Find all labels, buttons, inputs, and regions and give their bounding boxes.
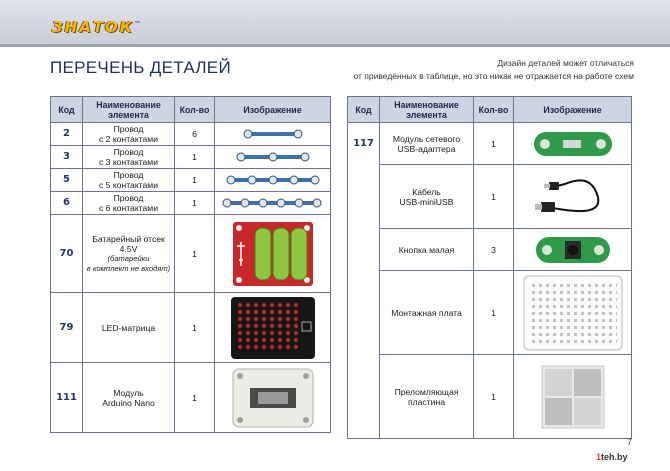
- row-image: [514, 355, 632, 439]
- row-qty: 1: [175, 169, 215, 192]
- watermark: [596, 452, 628, 462]
- row-image: [215, 192, 331, 215]
- row-name: Провод с 6 контактами: [83, 192, 175, 215]
- usb-cable-image: [535, 172, 611, 222]
- led-matrix-image: [230, 296, 316, 360]
- table-row: [51, 215, 331, 293]
- page-number: 7: [627, 437, 633, 447]
- header-qty: Кол-во: [175, 97, 215, 123]
- usb-adapter-module-image: [533, 131, 613, 157]
- watermark-text: teh.by: [601, 452, 628, 462]
- row-name: Монтажная плата: [380, 271, 474, 355]
- wire-3-image: [233, 152, 313, 162]
- row-name: Модуль сетевого USB-адаптера: [380, 123, 474, 165]
- row-qty: 6: [175, 123, 215, 146]
- header-qty: Кол-во: [474, 97, 514, 123]
- row-name: Провод с 2 контактами: [83, 123, 175, 146]
- battery-holder-image: [231, 220, 315, 288]
- table-row: [51, 123, 331, 146]
- table-row: [348, 355, 632, 439]
- parts-table-right: [347, 96, 632, 439]
- row-qty: 1: [474, 355, 514, 439]
- row-image: [215, 293, 331, 363]
- row-qty: 3: [474, 229, 514, 271]
- row-name: Батарейный отсек 4.5V (батарейки в комплект не входят): [83, 215, 175, 293]
- header-code: Код: [51, 97, 83, 123]
- row-name: Провод с 3 контактами: [83, 146, 175, 169]
- row-qty: 1: [175, 192, 215, 215]
- row-image: [514, 165, 632, 229]
- wire-6-image: [220, 198, 326, 208]
- row-code: 6: [51, 192, 83, 215]
- table-row: [51, 169, 331, 192]
- row-qty: 1: [474, 165, 514, 229]
- row-code: 70: [51, 215, 83, 293]
- row-image: [215, 363, 331, 433]
- row-image: [514, 271, 632, 355]
- row-name: Провод с 5 контактами: [83, 169, 175, 192]
- watermark-prefix: 1: [596, 452, 602, 462]
- row-image: [514, 123, 632, 165]
- row-code: 5: [51, 169, 83, 192]
- header-name: Наименование элемента: [83, 97, 175, 123]
- note-line-2: от приведённых в таблице, но это никак не отражается на работе схем: [353, 71, 634, 81]
- row-name: LED-матрица: [83, 293, 175, 363]
- arduino-nano-module-image: [232, 368, 314, 428]
- row-name: Преломляющая пластина: [380, 355, 474, 439]
- parts-table-left: [50, 96, 331, 433]
- table-row: [51, 363, 331, 433]
- table-row: [348, 165, 632, 229]
- table-row: [51, 293, 331, 363]
- row-qty: 1: [175, 146, 215, 169]
- table-row: [348, 271, 632, 355]
- table-header-row: [348, 97, 632, 123]
- logo-text: ЗНАТОК: [52, 18, 135, 36]
- row-qty: 1: [175, 293, 215, 363]
- table-row: [348, 123, 632, 165]
- refracting-plate-image: [541, 365, 605, 429]
- small-button-image: [535, 235, 611, 265]
- brand-logo: [52, 18, 141, 36]
- row-qty: 1: [474, 123, 514, 165]
- note-line-1: Дизайн деталей может отличаться: [497, 58, 634, 68]
- row-image: [215, 146, 331, 169]
- table-row: [348, 229, 632, 271]
- table-row: [51, 192, 331, 215]
- header-code: Код: [348, 97, 380, 123]
- header-image: Изображение: [215, 97, 331, 123]
- row-qty: 1: [175, 363, 215, 433]
- row-code: 111: [51, 363, 83, 433]
- header-image: Изображение: [514, 97, 632, 123]
- row-code: 117: [348, 123, 380, 439]
- design-note: [354, 57, 634, 83]
- row-image: [215, 169, 331, 192]
- row-name: Кнопка малая: [380, 229, 474, 271]
- row-image: [215, 123, 331, 146]
- row-name: Модуль Arduino Nano: [83, 363, 175, 433]
- row-qty: 1: [175, 215, 215, 293]
- table-header-row: [51, 97, 331, 123]
- row-image: [514, 229, 632, 271]
- row-image: [215, 215, 331, 293]
- header-name: Наименование элемента: [380, 97, 474, 123]
- logo-tm: ™: [134, 20, 142, 28]
- row-code: 3: [51, 146, 83, 169]
- header-stripe: [0, 44, 670, 47]
- row-code: 79: [51, 293, 83, 363]
- row-code: 2: [51, 123, 83, 146]
- page-title: ПЕРЕЧЕНЬ ДЕТАЛЕЙ: [50, 58, 231, 77]
- wire-2-image: [238, 129, 308, 139]
- wire-5-image: [223, 175, 323, 185]
- breadboard-image: [523, 275, 623, 351]
- row-qty: 1: [474, 271, 514, 355]
- row-name: Кабель USB-miniUSB: [380, 165, 474, 229]
- table-row: [51, 146, 331, 169]
